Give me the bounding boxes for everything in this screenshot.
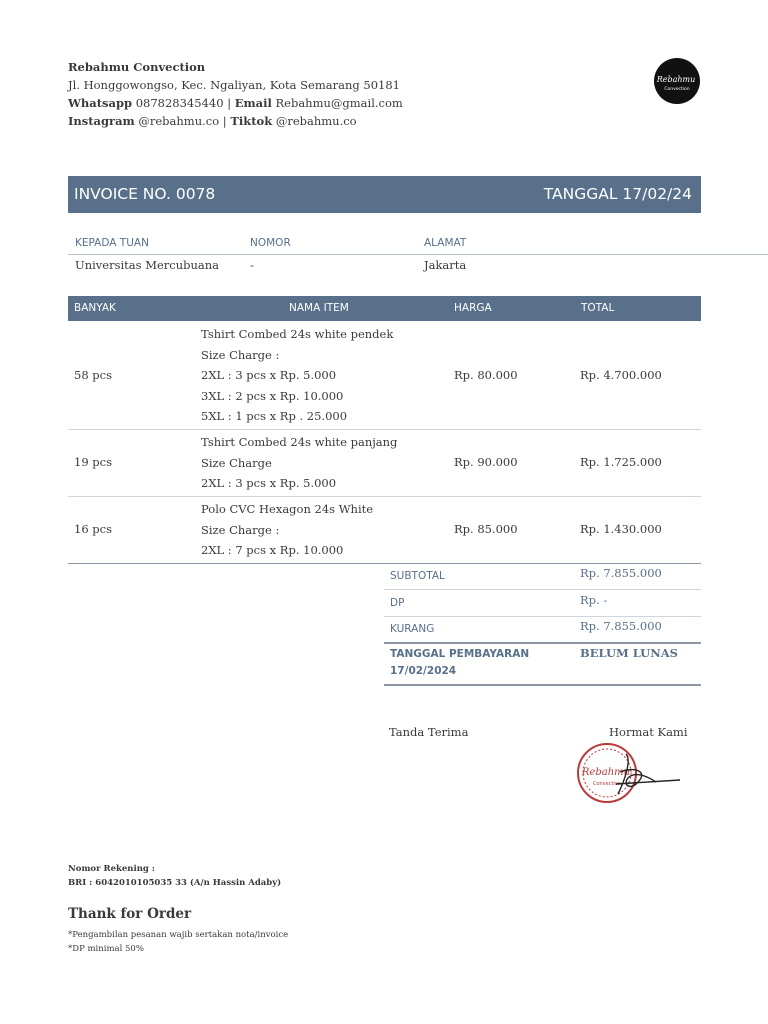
kurang-label: KURANG xyxy=(390,623,435,635)
row3-description xyxy=(201,499,373,561)
items-table-header xyxy=(68,296,701,321)
row-divider xyxy=(68,429,701,430)
value-kepada-tuan: Universitas Mercubuana xyxy=(75,258,220,272)
company-stamp xyxy=(576,742,638,804)
invoice-number: INVOICE NO. 0078 xyxy=(74,185,216,203)
row1-line: 3XL : 2 pcs x Rp. 10.000 xyxy=(201,388,344,403)
stamp-text: Rebahmu xyxy=(581,767,631,778)
logo-text: Rebahmu xyxy=(656,75,696,84)
col-banyak: BANYAK xyxy=(74,302,116,314)
row1-total: Rp. 4.700.000 xyxy=(580,368,662,382)
row1-price: Rp. 80.000 xyxy=(454,368,518,382)
row2-line: Tshirt Combed 24s white panjang xyxy=(201,435,398,449)
value-nomor: - xyxy=(250,258,254,272)
col-nama-item: NAMA ITEM xyxy=(289,302,349,314)
row2-line: Size Charge xyxy=(201,455,272,470)
dp-value: Rp. - xyxy=(580,593,608,607)
company-name: Rebahmu Convection xyxy=(68,60,206,74)
row3-line: Polo CVC Hexagon 24s White xyxy=(201,502,374,516)
bank-account: BRI : 6042010105035 33 (A/n Hassin Adaby) xyxy=(68,878,282,888)
stamp-subtext: Convection xyxy=(592,781,622,787)
company-contact: Whatsapp 087828345440 | Email Rebahmu@gmail.com xyxy=(68,96,403,110)
summary-divider xyxy=(384,589,701,590)
row3-line: 2XL : 7 pcs x Rp. 10.000 xyxy=(201,543,344,557)
payment-date-value: 17/02/2024 xyxy=(390,665,457,677)
row2-description xyxy=(201,432,397,494)
row3-qty: 16 pcs xyxy=(74,522,112,536)
row-divider xyxy=(68,496,701,497)
footer-notes xyxy=(68,928,288,956)
row2-price: Rp. 90.000 xyxy=(454,455,518,469)
logo-mark-icon xyxy=(654,58,700,104)
note-pickup: *Pengambilan pesanan wajib sertakan nota/invoice xyxy=(68,930,289,940)
row2-line: 2XL : 3 pcs x Rp. 5.000 xyxy=(201,476,337,490)
row1-line: Size Charge : xyxy=(201,347,280,362)
summary-divider xyxy=(384,616,701,617)
logo-subtext: Convection xyxy=(664,87,690,92)
kurang-value: Rp. 7.855.000 xyxy=(580,619,662,633)
payment-status: BELUM LUNAS xyxy=(580,646,678,660)
sender-label: Hormat Kami xyxy=(609,725,688,739)
row2-qty: 19 pcs xyxy=(74,455,112,469)
subtotal-value: Rp. 7.855.000 xyxy=(580,566,662,580)
invoice-header-band xyxy=(68,176,701,213)
note-dp: *DP minimal 50% xyxy=(68,944,144,954)
invoice-date: TANGGAL 17/02/24 xyxy=(543,185,692,203)
info-divider xyxy=(68,254,768,255)
payment-date-label: TANGGAL PEMBAYARAN xyxy=(390,648,530,660)
summary-divider-strong xyxy=(384,642,701,644)
label-kepada-tuan: KEPADA TUAN xyxy=(75,237,149,249)
row1-qty: 58 pcs xyxy=(74,368,112,382)
value-alamat: Jakarta xyxy=(424,258,467,272)
receiver-label: Tanda Terima xyxy=(389,725,469,739)
bank-label: Nomor Rekening : xyxy=(68,864,155,874)
stamp-signature-icon xyxy=(576,742,686,804)
row3-line: Size Charge : xyxy=(201,522,280,537)
bank-info xyxy=(68,862,281,890)
row3-price: Rp. 85.000 xyxy=(454,522,518,536)
label-nomor: NOMOR xyxy=(250,237,291,249)
company-info xyxy=(68,58,403,130)
col-harga: HARGA xyxy=(454,302,492,314)
row1-description xyxy=(201,324,393,427)
summary-bottom-divider xyxy=(384,684,701,686)
dp-label: DP xyxy=(390,597,405,609)
company-address: Jl. Honggowongso, Kec. Ngaliyan, Kota Semarang 50181 xyxy=(68,78,400,92)
thank-you-text: Thank for Order xyxy=(68,906,192,922)
label-alamat: ALAMAT xyxy=(424,237,467,249)
row2-total: Rp. 1.725.000 xyxy=(580,455,662,469)
row1-line: Tshirt Combed 24s white pendek xyxy=(201,327,394,341)
row1-line: 5XL : 1 pcs x Rp . 25.000 xyxy=(201,409,348,423)
row1-line: 2XL : 3 pcs x Rp. 5.000 xyxy=(201,368,337,382)
subtotal-label: SUBTOTAL xyxy=(390,570,445,582)
company-social: Instagram @rebahmu.co | Tiktok @rebahmu.co xyxy=(68,114,357,128)
table-bottom-divider xyxy=(68,563,701,564)
col-total: TOTAL xyxy=(581,302,615,314)
company-logo xyxy=(654,58,700,104)
row3-total: Rp. 1.430.000 xyxy=(580,522,662,536)
